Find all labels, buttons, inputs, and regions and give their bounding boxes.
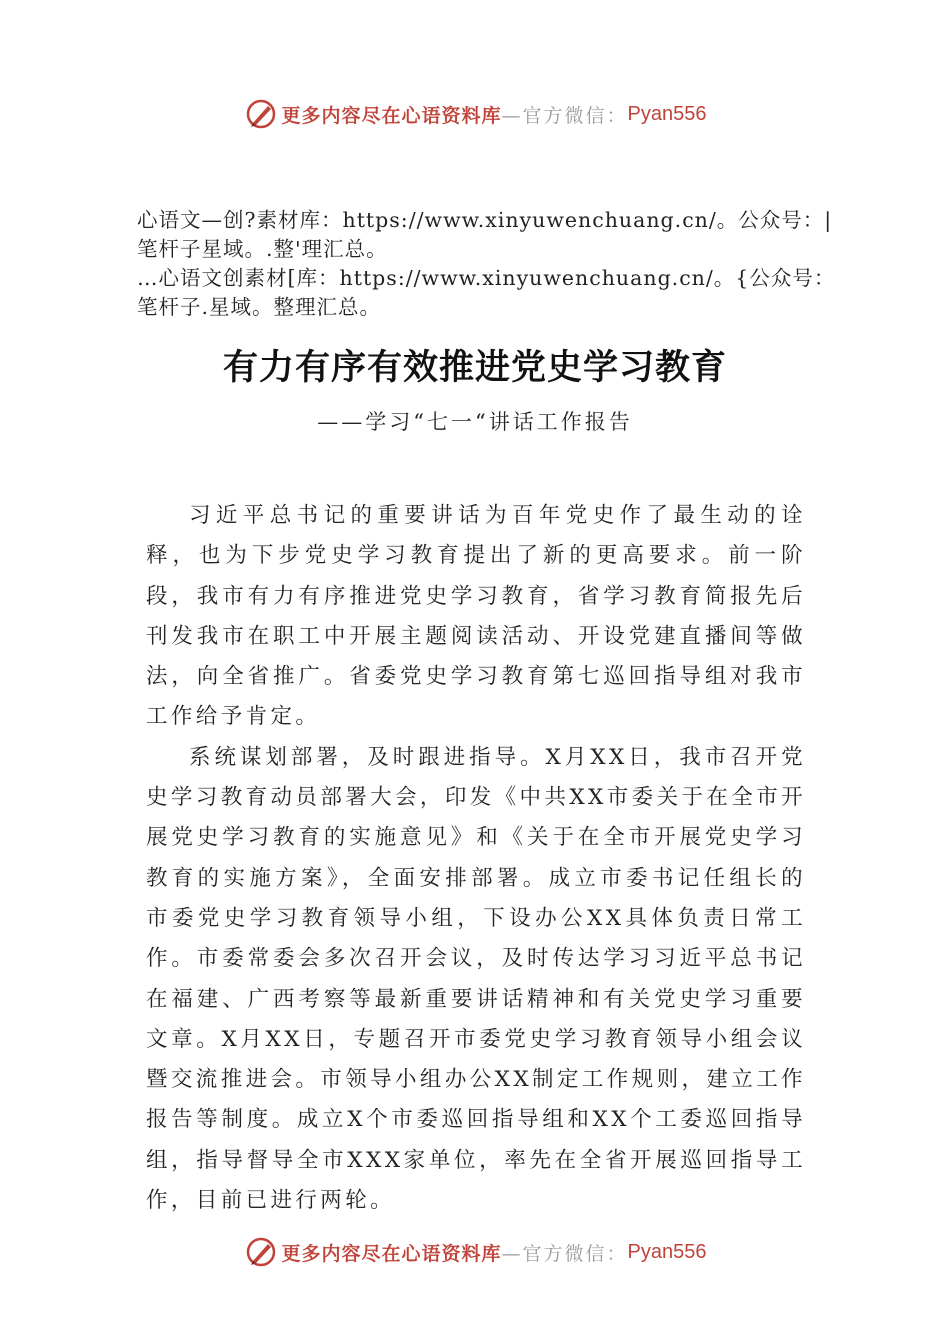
document-subtitle: ——学习“七一“讲话工作报告: [317, 410, 633, 434]
banner-wechat-account: Pyan556: [627, 1240, 707, 1263]
body-paragraph: 系统谋划部署，及时跟进指导。X月XX日，我市召开党史学习教育动员部署大会，印发《中共XX市委关于在全市开展党史学习教育的实施意见》和《关于在全市开展党史学习教育的实施方案》，全面安排部署。成立市委书记任组长的市委党史学习教育领导小组，下设办公XX具体负责日常工作。市委常委会多次召开会议，及时传达学习习近平总书记在福建、广西考察等最新重要讲话精神和有关党史学习重要文章。X月XX日，专题召开市委党史学习教育领导小组会议暨交流推进会。市领导小组办公XX制定工作规则，建立工作报告等制度。成立X个市委巡回指导组和XX个工委巡回指导组，指导督导全市XXX家单位，率先在全省开展巡回指导工作，目前已进行两轮。: [146, 744, 806, 1214]
pen-logo-icon: [244, 1235, 278, 1269]
banner-brand-text: 更多内容尽在心语资料库: [281, 104, 502, 127]
banner-wechat-label: —官方微信：: [501, 104, 628, 127]
body-paragraph: 习近平总书记的重要讲话为百年党史作了最生动的诠释，也为下步党史学习教育提出了新的更高要求。前一阶段，我市有力有序推进党史学习教育，省学习教育简报先后刊发我市在职工中开展主题阅读活动、开设党建直播间等做法，向全省推广。省委党史学习教育第七巡回指导组对我市工作给予肯定。: [146, 503, 806, 730]
footer-banner: [0, 1232, 950, 1272]
document-title: 有力有序有效推进党史学习教育: [222, 348, 727, 388]
source-note-2: …心语文创素材[库：https://www.xinyuwenchuang.cn/。{公众号：笔杆子.星域。整理汇总。: [137, 266, 836, 319]
source-note-1: 心语文—创?素材库：https://www.xinyuwenchuang.cn/。公众号：|笔杆子星域。.整'理汇总。: [137, 208, 833, 261]
banner-wechat-label: —官方微信：: [501, 1242, 628, 1265]
pen-logo-icon: [244, 97, 278, 131]
banner-wechat-account: Pyan556: [627, 102, 707, 125]
header-banner: [0, 94, 950, 134]
document-body: [146, 496, 806, 1221]
banner-brand-text: 更多内容尽在心语资料库: [281, 1242, 502, 1265]
